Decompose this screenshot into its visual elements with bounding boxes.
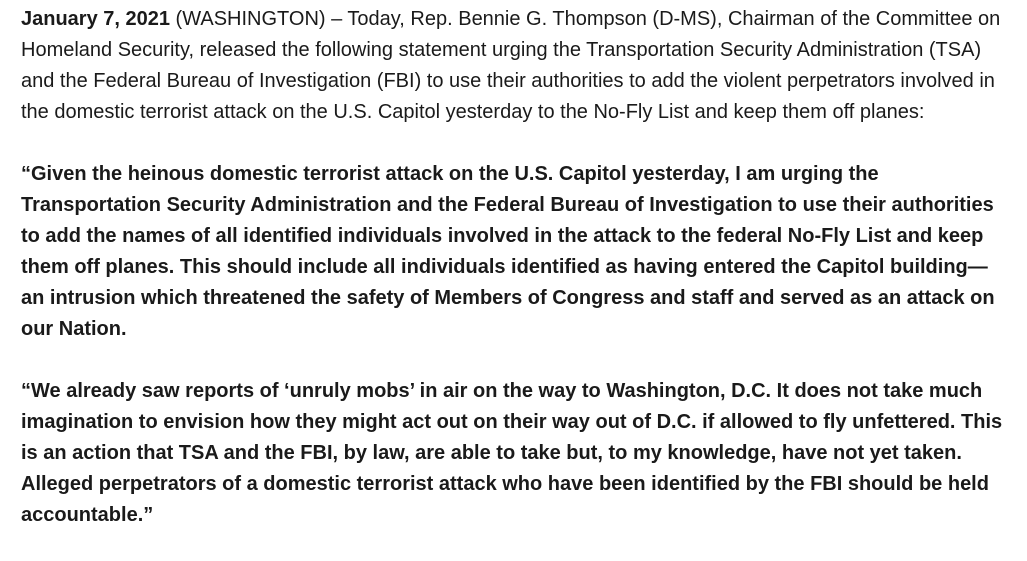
intro-text: (WASHINGTON) – Today, Rep. Bennie G. Thompson (D-MS), Chairman of the Committee on Homeland Security, released the following statement urging the Transportation Security Administration (TSA) and the Federal Bureau of Investigation (FBI) to use their authorities to add the violent perpetrators involved in the domestic terrorist attack on the U.S. Capitol yesterday to the No-Fly List and keep them off planes: <box>21 8 1001 123</box>
quote-paragraph-1: “Given the heinous domestic terrorist attack on the U.S. Capitol yesterday, I am urging the Transportation Security Administration and the Federal Bureau of Investigation to use their authorities to add the names of all identified individuals involved in the attack to the federal No-Fly List and keep them off planes. This should include all individuals identified as having entered the Capitol building—an intrusion which threatened the safety of Members of Congress and staff and served as an attack on our Nation. <box>21 163 995 340</box>
intro-paragraph <box>21 4 1007 128</box>
quote-paragraph-2: “We already saw reports of ‘unruly mobs’ in air on the way to Washington, D.C. It does not take much imagination to envision how they might act out on their way out of D.C. if allowed to fly unfettered. This is an action that TSA and the FBI, by law, are able to take but, to my knowledge, have not yet taken. Alleged perpetrators of a domestic terrorist attack who have been identified by the FBI should be held accountable.” <box>21 380 1003 526</box>
dateline-date: January 7, 2021 <box>21 8 170 30</box>
